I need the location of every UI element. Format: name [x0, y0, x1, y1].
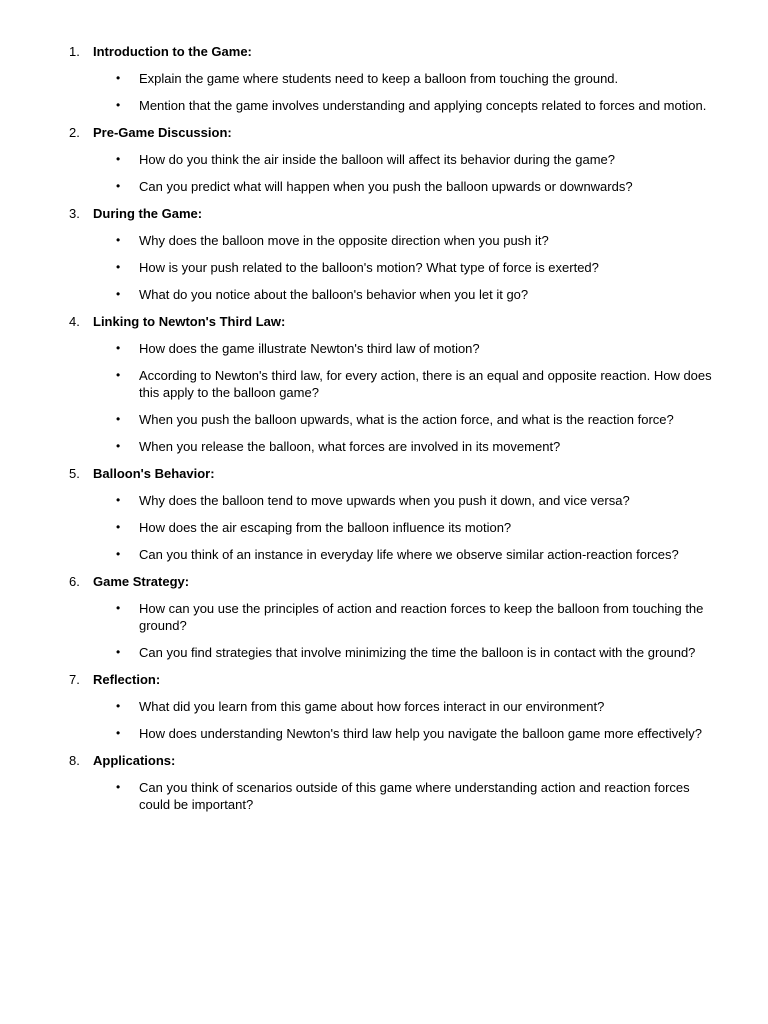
- list-item-text: What do you notice about the balloon's behavior when you let it go?: [139, 287, 529, 302]
- list-section: [0, 671, 768, 742]
- section-heading: [0, 205, 768, 222]
- section-heading: [0, 752, 768, 769]
- section-number: 2.: [69, 125, 80, 140]
- section-title: Applications:: [93, 753, 176, 768]
- list-section: [0, 752, 768, 813]
- list-item-text: How does the game illustrate Newton's third law of motion?: [139, 341, 480, 356]
- list-item: [0, 779, 768, 813]
- list-section: [0, 465, 768, 563]
- list-section: [0, 124, 768, 195]
- section-title: During the Game:: [93, 206, 203, 221]
- section-number: 8.: [69, 753, 80, 768]
- bullet-icon: •: [116, 601, 121, 615]
- bullet-icon: •: [116, 287, 121, 301]
- list-item: [0, 232, 768, 249]
- bullet-icon: •: [116, 520, 121, 534]
- list-item: [0, 600, 768, 634]
- bullet-icon: •: [116, 179, 121, 193]
- list-item-text: Why does the balloon move in the opposite direction when you push it?: [139, 233, 549, 248]
- list-item: [0, 725, 768, 742]
- list-item: [0, 70, 768, 87]
- bullet-icon: •: [116, 71, 121, 85]
- section-title: Reflection:: [93, 672, 161, 687]
- list-item: [0, 411, 768, 428]
- bullet-icon: •: [116, 645, 121, 659]
- list-item: [0, 259, 768, 276]
- section-title: Game Strategy:: [93, 574, 190, 589]
- bullet-list: [0, 151, 768, 195]
- section-title: Introduction to the Game:: [93, 44, 252, 59]
- bullet-list: [0, 70, 768, 114]
- list-item: [0, 340, 768, 357]
- bullet-list: [0, 340, 768, 455]
- section-title: Balloon's Behavior:: [93, 466, 215, 481]
- list-item-text: How does the air escaping from the balloon influence its motion?: [139, 520, 512, 535]
- list-item-text: When you release the balloon, what forces are involved in its movement?: [139, 439, 561, 454]
- bullet-icon: •: [116, 341, 121, 355]
- section-number: 1.: [69, 44, 80, 59]
- section-number: 5.: [69, 466, 80, 481]
- list-item-text: Why does the balloon tend to move upwards when you push it down, and vice versa?: [139, 493, 630, 508]
- section-heading: [0, 313, 768, 330]
- list-item-text: Explain the game where students need to keep a balloon from touching the ground.: [139, 71, 619, 86]
- section-number: 3.: [69, 206, 80, 221]
- list-item-text: How is your push related to the balloon's motion? What type of force is exerted?: [139, 260, 599, 275]
- bullet-icon: •: [116, 439, 121, 453]
- list-item: [0, 178, 768, 195]
- bullet-icon: •: [116, 152, 121, 166]
- section-number: 4.: [69, 314, 80, 329]
- list-item: [0, 698, 768, 715]
- bullet-icon: •: [116, 699, 121, 713]
- bullet-icon: •: [116, 98, 121, 112]
- list-item-text: According to Newton's third law, for every action, there is an equal and opposite reaction. How does this apply to the balloon game?: [139, 368, 712, 400]
- bullet-list: [0, 600, 768, 661]
- list-item-text: Mention that the game involves understanding and applying concepts related to forces and motion.: [139, 98, 707, 113]
- section-title: Linking to Newton's Third Law:: [93, 314, 286, 329]
- section-title: Pre-Game Discussion:: [93, 125, 232, 140]
- list-item: [0, 438, 768, 455]
- bullet-list: [0, 232, 768, 303]
- list-item-text: What did you learn from this game about how forces interact in our environment?: [139, 699, 605, 714]
- bullet-list: [0, 698, 768, 742]
- list-item-text: Can you find strategies that involve minimizing the time the balloon is in contact with the ground?: [139, 645, 696, 660]
- list-section: [0, 205, 768, 303]
- section-heading: [0, 465, 768, 482]
- bullet-icon: •: [116, 412, 121, 426]
- bullet-list: [0, 492, 768, 563]
- section-heading: [0, 671, 768, 688]
- list-item: [0, 97, 768, 114]
- section-number: 6.: [69, 574, 80, 589]
- list-item: [0, 367, 768, 401]
- bullet-icon: •: [116, 368, 121, 382]
- bullet-icon: •: [116, 726, 121, 740]
- bullet-icon: •: [116, 260, 121, 274]
- section-heading: [0, 124, 768, 141]
- list-item: [0, 546, 768, 563]
- list-item-text: How does understanding Newton's third law help you navigate the balloon game more effectively?: [139, 726, 703, 741]
- section-number: 7.: [69, 672, 80, 687]
- list-item-text: Can you think of an instance in everyday life where we observe similar action-reaction forces?: [139, 547, 679, 562]
- numbered-list: [0, 43, 768, 813]
- list-item: [0, 492, 768, 509]
- list-item-text: How do you think the air inside the balloon will affect its behavior during the game?: [139, 152, 615, 167]
- list-item: [0, 151, 768, 168]
- bullet-list: [0, 779, 768, 813]
- section-heading: [0, 573, 768, 590]
- list-section: [0, 573, 768, 661]
- section-heading: [0, 43, 768, 60]
- bullet-icon: •: [116, 233, 121, 247]
- bullet-icon: •: [116, 547, 121, 561]
- list-item: [0, 286, 768, 303]
- bullet-icon: •: [116, 780, 121, 794]
- list-item: [0, 644, 768, 661]
- list-item-text: Can you think of scenarios outside of this game where understanding action and reaction forces could be important?: [139, 780, 690, 812]
- list-item: [0, 519, 768, 536]
- list-item-text: When you push the balloon upwards, what is the action force, and what is the reaction force?: [139, 412, 674, 427]
- bullet-icon: •: [116, 493, 121, 507]
- list-item-text: Can you predict what will happen when you push the balloon upwards or downwards?: [139, 179, 633, 194]
- list-section: [0, 313, 768, 455]
- list-item-text: How can you use the principles of action and reaction forces to keep the balloon from touching the ground?: [139, 601, 704, 633]
- list-section: [0, 43, 768, 114]
